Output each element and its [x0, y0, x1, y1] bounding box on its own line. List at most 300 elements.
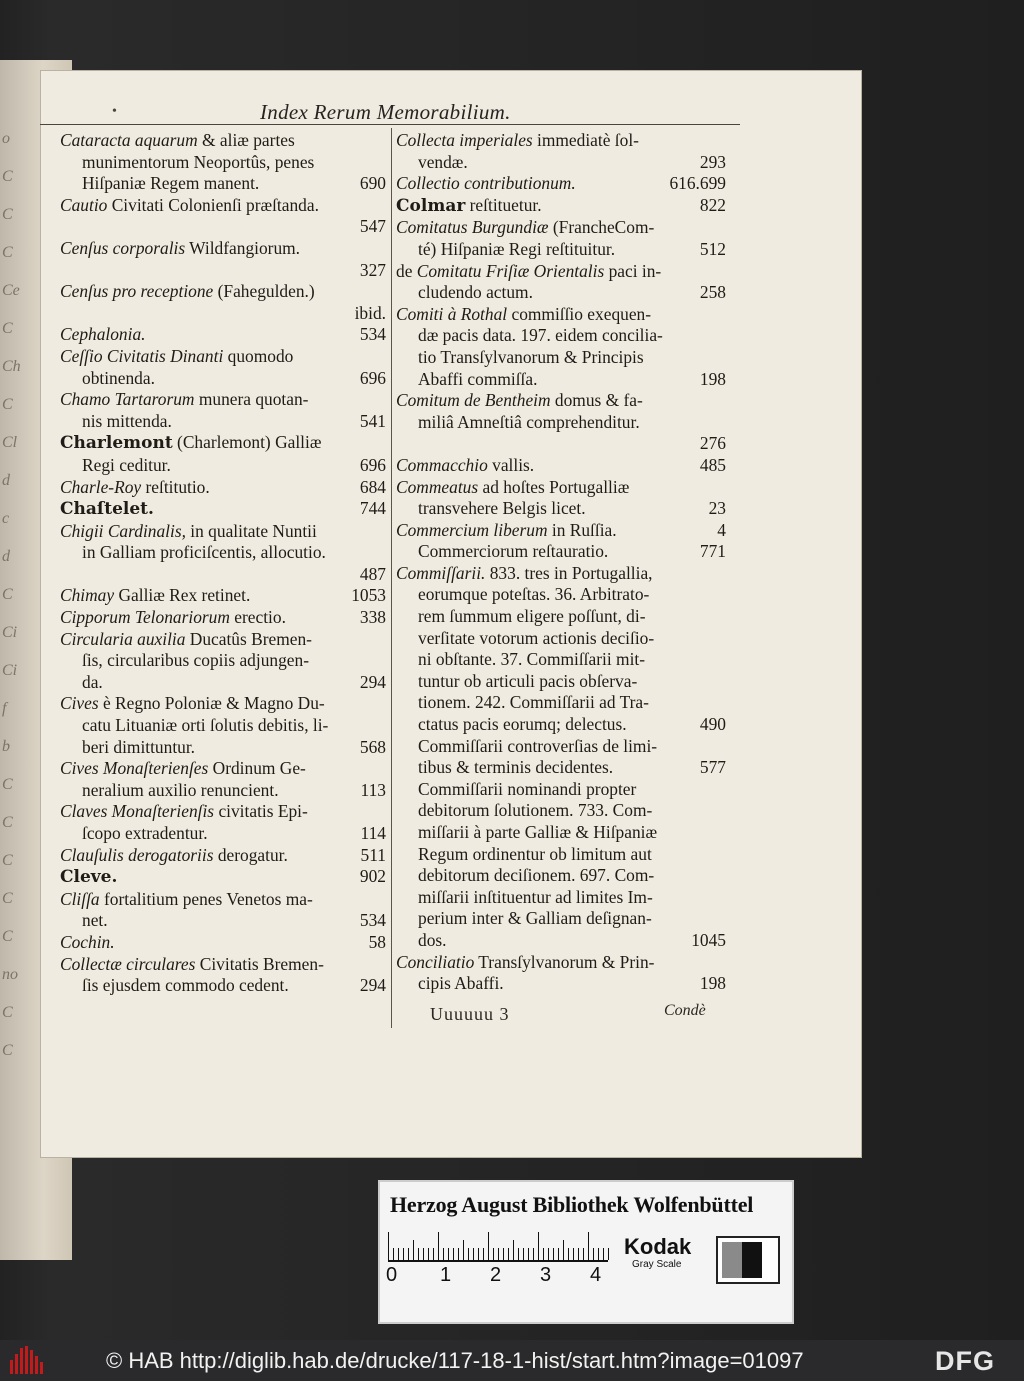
page-number: 534 [359, 324, 386, 345]
left-page-fragment: Ci [2, 662, 18, 679]
ruler-tick [398, 1248, 399, 1260]
entry-text: rem ſummum eligere poſſunt, di- [418, 606, 646, 627]
hab-logo-icon[interactable] [10, 1346, 44, 1374]
left-page-fragment: C [2, 586, 13, 603]
index-line [396, 433, 726, 455]
index-line [60, 650, 386, 672]
left-page-fragment: no [2, 966, 18, 983]
index-line [60, 758, 386, 780]
ruler-tick [478, 1248, 479, 1260]
entry-text: commiſſio exequen- [507, 303, 652, 324]
entry-heading: Cataracta aquarum [60, 130, 198, 150]
entry-text: ad hoſtes Portugalliæ [478, 476, 630, 497]
left-page-fragment: Ci [2, 624, 18, 641]
left-page-fragment: C [2, 168, 13, 185]
entry-text: fortalitium penes Venetos ma- [99, 888, 313, 909]
index-line [60, 780, 386, 802]
entry-text: paci in- [604, 260, 662, 281]
entry-text: ſis, circularibus copiis adjungen- [82, 650, 309, 671]
ruler-tick [548, 1248, 549, 1260]
index-line [396, 520, 726, 542]
page-number: 198 [699, 973, 726, 994]
ruler-tick [568, 1248, 569, 1260]
index-line [396, 692, 726, 714]
left-page-fragment: C [2, 852, 13, 869]
entry-text: eorumque poteſtas. 36. Arbitrato- [418, 584, 650, 605]
left-page-fragment: C [2, 320, 13, 337]
gray-scale-swatch [716, 1236, 780, 1284]
entry-heading: Cenſus pro receptione [60, 281, 214, 302]
entry-text: in Ruſſia. [547, 519, 617, 540]
library-name: Herzog August Bibliothek Wolfenbüttel [390, 1192, 754, 1217]
index-line [60, 672, 386, 694]
entry-text: cludendo actum. [418, 282, 533, 303]
ruler-tick [473, 1248, 474, 1260]
left-page-fragment: b [2, 738, 10, 755]
index-line [396, 239, 726, 261]
page-number: 23 [708, 498, 726, 519]
index-line [60, 801, 386, 823]
index-line [396, 930, 726, 952]
entry-heading: Cipporum Telonariorum [60, 607, 230, 628]
entry-text: ctatus pacis eorumq; delectus. [418, 714, 627, 735]
page-number: 684 [359, 476, 386, 497]
ruler-tick [448, 1248, 449, 1260]
entry-text: domus & fa- [550, 390, 643, 411]
index-line [396, 541, 726, 563]
index-line [60, 737, 386, 759]
index-line [396, 217, 726, 239]
entry-heading: Comitatus Burgundiæ [396, 217, 549, 238]
index-line [60, 303, 386, 325]
index-line [396, 952, 726, 974]
copyright-url[interactable]: © HAB http://diglib.hab.de/drucke/117-18-1-hist/start.htm?image=01097 [106, 1348, 804, 1373]
entry-heading: Commiſſarii. [396, 562, 486, 583]
index-line [396, 477, 726, 499]
entry-heading: Collecta imperiales [396, 130, 533, 150]
entry-text: da. [82, 671, 103, 692]
entry-text: cipis Abaffi. [418, 973, 504, 994]
entry-text: obtinenda. [82, 367, 155, 388]
index-line [60, 889, 386, 911]
ruler-tick [588, 1232, 589, 1260]
ruler-tick [553, 1248, 554, 1260]
index-line [396, 757, 726, 779]
index-line [60, 954, 386, 976]
gray-scale-label: Gray Scale [632, 1259, 682, 1270]
page-number: 541 [359, 410, 386, 431]
page-number: 485 [699, 454, 726, 475]
ruler-tick [408, 1248, 409, 1260]
entry-text: verſitate votorum actionis deciſio- [418, 627, 655, 648]
entry-text: derogatur. [213, 844, 288, 865]
entry-text: (FrancheCom- [548, 217, 655, 238]
entry-heading: Cephalonia. [60, 324, 146, 345]
entry-text: 833. tres in Portugallia, [485, 562, 653, 583]
entry-heading: Comitum de Bentheim [396, 390, 551, 411]
entry-heading: Commercium liberum [396, 519, 548, 540]
left-page-fragment: o [2, 130, 10, 147]
left-page-fragment: Ch [2, 358, 21, 375]
page-number: 338 [359, 607, 386, 628]
entry-text: miliâ Amneſtiâ comprehenditur. [418, 411, 640, 432]
page-number: 547 [359, 216, 386, 237]
page-number: 577 [699, 757, 726, 778]
page-number: 1053 [351, 585, 386, 606]
entry-text: miſſarii inſtituentur ad limites Im- [418, 886, 653, 907]
index-line [60, 564, 386, 586]
page-number: 568 [359, 736, 386, 757]
entry-heading: Commacchio [396, 454, 488, 475]
entry-text: Ordinum Ge- [208, 758, 306, 779]
ruler-tick [603, 1248, 604, 1260]
index-line [396, 606, 726, 628]
index-line [60, 216, 386, 238]
index-line [396, 584, 726, 606]
entry-heading: Cives Monaſterienſes [60, 758, 209, 779]
entry-text: nis mittenda. [82, 410, 172, 431]
entry-heading: Cautio [60, 194, 108, 215]
ruler-tick [443, 1248, 444, 1260]
index-line [396, 779, 726, 801]
left-page-fragment: C [2, 206, 13, 223]
entry-heading: Cives [60, 693, 99, 714]
ruler-tick [578, 1248, 579, 1260]
catchword: Condè [664, 1002, 706, 1019]
entry-text: beri dimittuntur. [82, 736, 196, 757]
page-mark: • [112, 104, 117, 119]
index-line [396, 325, 726, 347]
index-line [396, 390, 726, 412]
left-page-fragment: c [2, 510, 10, 527]
index-line [60, 260, 386, 282]
entry-text: munimentorum Neoportûs, penes [82, 151, 315, 172]
entry-text: Hiſpaniæ Regem manent. [82, 173, 260, 194]
entry-text: debitorum deciſionem. 697. Com- [418, 865, 655, 886]
page-number: 1045 [691, 929, 726, 950]
entry-heading: Clauſulis derogatoriis [60, 844, 214, 865]
entry-text: civitatis Epi- [214, 801, 308, 822]
entry-text: Wildfangiorum. [185, 237, 301, 258]
index-line [396, 412, 726, 434]
head-rule [40, 124, 740, 125]
index-line [396, 714, 726, 736]
left-page-fragment: C [2, 814, 13, 831]
entry-heading-blackletter: Chaſtelet. [60, 499, 154, 520]
page-number: 294 [359, 975, 386, 996]
page-number: 114 [360, 823, 386, 843]
index-line [60, 432, 386, 455]
entry-text: & aliæ partes [197, 130, 295, 150]
entry-heading: Claves Monaſterienſis [60, 801, 215, 822]
ruler-tick [598, 1248, 599, 1260]
index-line [60, 866, 386, 889]
ruler-tick [538, 1232, 539, 1260]
page-number: 487 [359, 563, 386, 584]
ruler-tick [393, 1248, 394, 1260]
index-line [60, 389, 386, 411]
ruler-tick [433, 1248, 434, 1260]
page-number: 198 [699, 368, 726, 389]
page-number: 902 [359, 866, 386, 887]
page-number: 327 [359, 259, 386, 280]
entry-heading: Conciliatio [396, 951, 475, 972]
page-number: 696 [359, 367, 386, 388]
entry-text: erectio. [229, 607, 286, 628]
page-number: 744 [359, 498, 386, 519]
entry-text: reſtitutio. [141, 476, 210, 497]
index-line [396, 130, 726, 152]
index-line [396, 304, 726, 326]
index-line [60, 455, 386, 477]
index-column-left [60, 130, 386, 997]
index-line [60, 195, 386, 217]
entry-text: è Regno Poloniæ & Magno Du- [98, 693, 325, 714]
page-number: 822 [699, 194, 726, 215]
library-color-card [378, 1180, 794, 1324]
left-page-fragment: Ce [2, 282, 20, 299]
index-line [396, 736, 726, 758]
entry-heading-blackletter: Cleve. [60, 867, 118, 888]
index-line [396, 498, 726, 520]
ruler-tick [558, 1248, 559, 1260]
entry-text: immediatè ſol- [532, 130, 639, 150]
dfg-logo[interactable]: DFG [935, 1346, 995, 1376]
entry-text: de [396, 260, 417, 281]
entry-heading: Collectæ circulares [60, 953, 196, 974]
entry-text: catu Lituaniæ orti ſolutis debitis, li- [82, 715, 329, 736]
entry-heading: Cliſſa [60, 888, 100, 909]
page-number: 490 [699, 714, 726, 735]
index-line [60, 411, 386, 433]
index-line [60, 823, 386, 845]
ruler-tick [528, 1248, 529, 1260]
entry-text: ſis ejusdem commodo cedent. [82, 975, 289, 996]
index-line [60, 346, 386, 368]
entry-text: debitorum ſolutionem. 733. Com- [418, 800, 653, 821]
index-line [396, 152, 726, 174]
index-line [396, 347, 726, 369]
entry-text: ni obſtante. 37. Commiſſarii mit- [418, 649, 646, 670]
index-line [60, 521, 386, 543]
entry-heading: Comiti à Rothal [396, 303, 508, 324]
entry-heading: Chigii Cardinalis, [60, 520, 186, 541]
ruler-tick [483, 1248, 484, 1260]
index-line [60, 238, 386, 260]
left-page-fragment: d [2, 472, 10, 489]
ruler-tick [403, 1248, 404, 1260]
left-page-fragment: f [2, 700, 7, 717]
index-line [396, 887, 726, 909]
index-line [396, 563, 726, 585]
index-line [396, 822, 726, 844]
ruler-tick [468, 1248, 469, 1260]
entry-heading: Cenſus corporalis [60, 237, 186, 258]
ruler-number: 2 [490, 1264, 502, 1286]
page-number: 616.699 [669, 173, 726, 194]
entry-text: vallis. [487, 454, 535, 475]
entry-heading: Comitatu Friſiæ Orientalis [416, 260, 605, 281]
index-line [396, 844, 726, 866]
left-page-fragment: d [2, 548, 10, 565]
entry-text: dos. [418, 929, 447, 950]
index-line [60, 152, 386, 174]
index-line [60, 607, 386, 629]
ruler-tick [503, 1248, 504, 1260]
page-number: 690 [359, 173, 386, 194]
index-line [60, 477, 386, 499]
page-number: 294 [359, 671, 386, 692]
entry-text: Commerciorum reſtauratio. [418, 541, 609, 562]
entry-text: Commiſſarii controverſias de limi- [418, 735, 658, 756]
index-line [60, 585, 386, 607]
entry-text: reſtituetur. [465, 194, 542, 215]
index-line [396, 282, 726, 304]
ruler-tick [413, 1240, 414, 1260]
index-line [396, 908, 726, 930]
ruler-tick [608, 1248, 609, 1260]
index-line [396, 800, 726, 822]
footer-bar [0, 1340, 1024, 1381]
entry-text: Regum ordinentur ob limitum aut [418, 843, 652, 864]
index-line [60, 368, 386, 390]
index-line [60, 975, 386, 997]
ruler-tick [563, 1240, 564, 1260]
entry-text: (Charlemont) Galliæ [172, 432, 322, 453]
left-page-fragment: C [2, 890, 13, 907]
entry-text: (Fahegulden.) [213, 281, 315, 302]
page-number: 293 [699, 151, 726, 172]
entry-heading: Commeatus [396, 476, 479, 497]
page-number: 512 [699, 238, 726, 259]
ruler-tick [453, 1248, 454, 1260]
entry-heading: Charle-Roy [60, 476, 142, 497]
entry-heading: Collectio contributionum. [396, 173, 576, 194]
entry-heading-blackletter: Colmar [396, 195, 466, 216]
index-line [60, 693, 386, 715]
signature-mark: Uuuuuu 3 [430, 1004, 510, 1024]
ruler-tick [498, 1248, 499, 1260]
left-page-fragment: C [2, 928, 13, 945]
page-number: ibid. [354, 302, 386, 323]
index-line [396, 671, 726, 693]
page-number: 4 [717, 519, 726, 540]
entry-text: tionem. 242. Commiſſarii ad Tra- [418, 692, 649, 713]
entry-text: dæ pacis data. 197. eidem concilia- [418, 325, 663, 346]
entry-text: Transſylvanorum & Prin- [474, 951, 655, 972]
entry-text: perium inter & Galliam deſignan- [418, 908, 652, 929]
ruler-tick [488, 1232, 489, 1260]
running-head: Index Rerum Memorabilium. [260, 100, 511, 124]
entry-text: tuntur ob articuli pacis obſerva- [418, 670, 638, 691]
index-line [396, 973, 726, 995]
ruler-tick [388, 1232, 389, 1260]
entry-heading: Ceſſio Civitatis Dinanti [60, 345, 224, 366]
ruler-tick [523, 1248, 524, 1260]
page-number: 696 [359, 454, 386, 475]
left-page-fragment: C [2, 244, 13, 261]
index-line [396, 865, 726, 887]
entry-text: Ducatûs Bremen- [185, 628, 312, 649]
ruler-tick [418, 1248, 419, 1260]
entry-text: tio Transſylvanorum & Principis [418, 346, 644, 367]
index-line [60, 715, 386, 737]
entry-text: Regi ceditur. [82, 454, 171, 475]
page-number: 511 [360, 844, 386, 865]
ruler-number: 1 [440, 1264, 452, 1286]
entry-text: quomodo [223, 345, 294, 366]
page-number: 113 [360, 779, 386, 800]
index-line [60, 173, 386, 195]
entry-heading-blackletter: Charlemont [60, 433, 173, 454]
ruler-number: 3 [540, 1264, 552, 1286]
entry-text: vendæ. [418, 151, 468, 172]
scale-ruler [388, 1232, 608, 1262]
ruler-tick [458, 1248, 459, 1260]
index-line [396, 628, 726, 650]
page-number: 58 [368, 931, 386, 952]
index-line [60, 324, 386, 346]
index-line [60, 629, 386, 651]
ruler-tick [543, 1248, 544, 1260]
ruler-tick [508, 1248, 509, 1260]
ruler-tick [463, 1240, 464, 1260]
kodak-brand: Kodak [624, 1234, 692, 1259]
ruler-tick [513, 1240, 514, 1260]
page-number: 771 [699, 541, 726, 562]
ruler-tick [583, 1248, 584, 1260]
ruler-tick [533, 1248, 534, 1260]
entry-text: tibus & terminis decidentes. [418, 757, 614, 778]
entry-heading: Chamo Tartarorum [60, 389, 195, 410]
entry-text: net. [82, 910, 108, 931]
index-line [396, 649, 726, 671]
left-page-fragment: C [2, 1004, 13, 1021]
index-line [60, 281, 386, 303]
entry-text: Abaffi commiſſa. [418, 368, 538, 389]
ruler-tick [428, 1248, 429, 1260]
index-column-right [396, 130, 726, 995]
entry-heading: Chimay [60, 585, 115, 606]
ruler-tick [573, 1248, 574, 1260]
entry-text: Civitatis Bremen- [195, 953, 324, 974]
entry-text: Galliæ Rex retinet. [114, 585, 251, 606]
entry-text: Commiſſarii nominandi propter [418, 778, 637, 799]
index-line [396, 455, 726, 477]
page-number: 258 [699, 282, 726, 303]
ruler-tick [493, 1248, 494, 1260]
entry-text: in qualitate Nuntii [185, 520, 317, 541]
entry-text: Civitati Colonienſi præſtanda. [107, 194, 319, 215]
ruler-tick [423, 1248, 424, 1260]
entry-text: in Galliam proficiſcentis, allocutio. [82, 542, 326, 563]
index-line [60, 845, 386, 867]
index-line [396, 369, 726, 391]
ruler-number: 4 [590, 1264, 602, 1286]
index-line [396, 173, 726, 195]
index-line [396, 195, 726, 218]
index-line [60, 910, 386, 932]
index-line [60, 542, 386, 564]
entry-text: munera quotan- [194, 389, 309, 410]
entry-text: té) Hiſpaniæ Regi reſtituitur. [418, 238, 616, 259]
left-page-fragment: C [2, 396, 13, 413]
ruler-number: 0 [386, 1264, 398, 1286]
ruler-tick [438, 1232, 439, 1260]
index-line [60, 498, 386, 521]
ruler-tick [518, 1248, 519, 1260]
left-page-fragment: C [2, 776, 13, 793]
